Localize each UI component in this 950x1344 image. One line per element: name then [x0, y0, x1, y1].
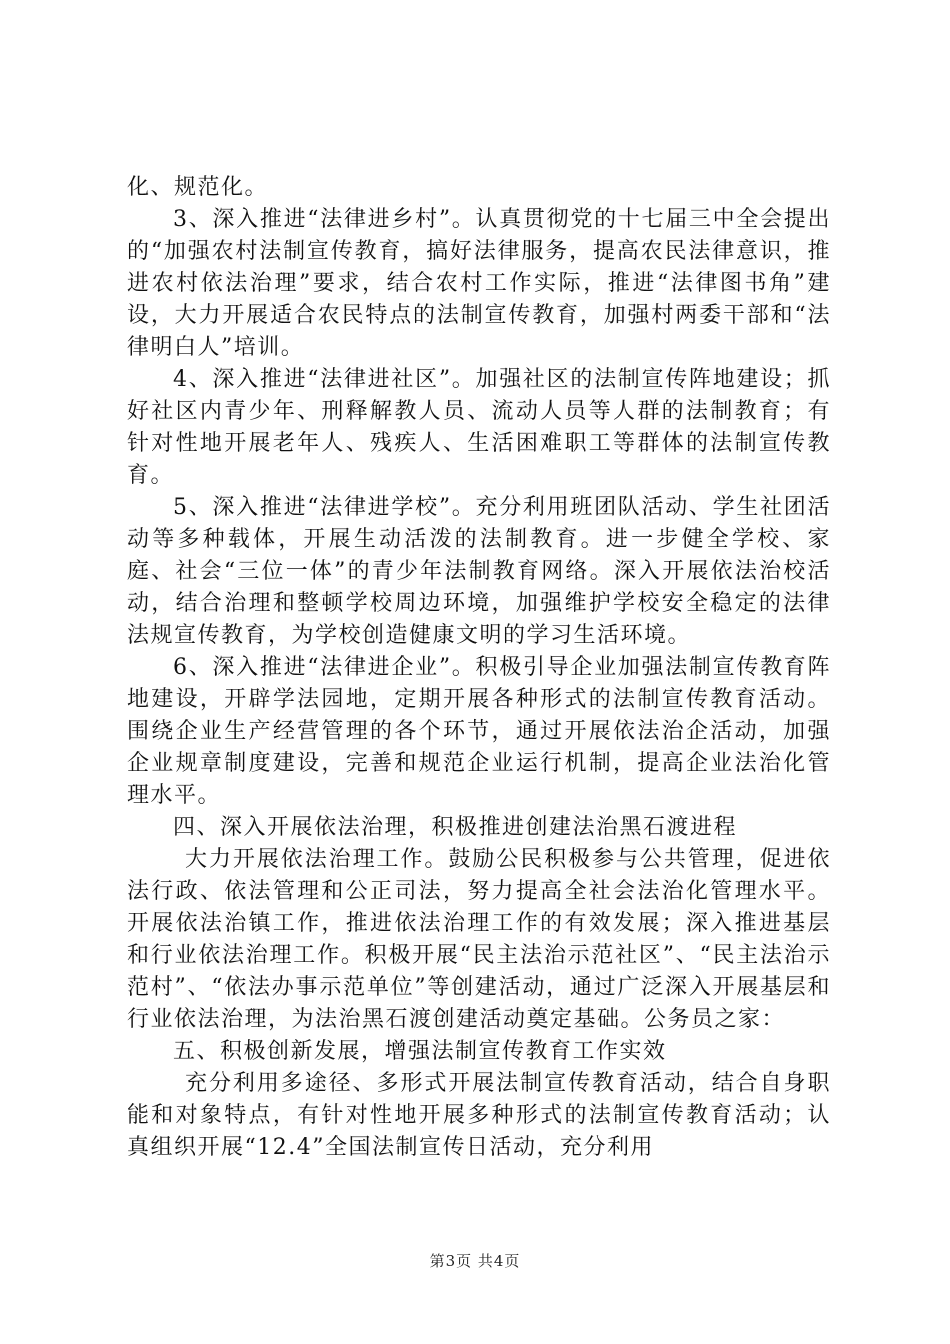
- paragraph-item-3: 3、深入推进“法律进乡村”。认真贯彻党的十七届三中全会提出的“加强农村法制宣传教育，搞好法律服务，提高农民法律意识，推进农村依法治理”要求，结合农村工作实际，推进“法律图书角”建设，大力开展适合农民特点的法制宣传教育，加强村两委干部和“法律明白人”培训。: [127, 207, 831, 360]
- paragraph-section-4-body: 大力开展依法治理工作。鼓励公民积极参与公共管理，促进依法行政、依法管理和公正司法，努力提高全社会法治化管理水平。开展依法治镇工作，推进依法治理工作的有效发展；深入推进基层和行业依法治理工作。积极开展“民主法治示范社区”、“民主法治示范村”、“依法办事示范单位”等创建活动，通过广泛深入开展基层和行业依法治理，为法治黑石渡创建活动奠定基础。公务员之家：: [127, 847, 831, 1032]
- paragraph-item-4: 4、深入推进“法律进社区”。加强社区的法制宣传阵地建设；抓好社区内青少年、刑释解教人员、流动人员等人群的法制教育；有针对性地开展老年人、残疾人、生活困难职工等群体的法制宣传教育。: [127, 367, 831, 488]
- page-number-footer: 第3页 共4页: [429, 1252, 521, 1270]
- document-body: [127, 172, 831, 1164]
- section-heading-4: 四、深入开展依法治理，积极推进创建法治黑石渡进程: [173, 815, 738, 840]
- paragraph-item-6: 6、深入推进“法律进企业”。积极引导企业加强法制宣传教育阵地建设，开辟学法园地，定期开展各种形式的法制宣传教育活动。围绕企业生产经营管理的各个环节，通过开展依法治企活动，加强企业规章制度建设，完善和规范企业运行机制，提高企业法治化管理水平。: [127, 655, 831, 808]
- paragraph-section-5-body: 充分利用多途径、多形式开展法制宣传教育活动，结合自身职能和对象特点，有针对性地开展多种形式的法制宣传教育活动；认真组织开展“12.4”全国法制宣传日活动，充分利用: [127, 1071, 831, 1160]
- paragraph-continuation: 化、规范化。: [127, 175, 269, 200]
- section-heading-5: 五、积极创新发展，增强法制宣传教育工作实效: [173, 1039, 667, 1064]
- paragraph-item-5: 5、深入推进“法律进学校”。充分利用班团队活动、学生社团活动等多种载体，开展生动活泼的法制教育。进一步健全学校、家庭、社会“三位一体”的青少年法制教育网络。深入开展依法治校活动，结合治理和整顿学校周边环境，加强维护学校安全稳定的法律法规宣传教育，为学校创造健康文明的学习生活环境。: [127, 495, 831, 648]
